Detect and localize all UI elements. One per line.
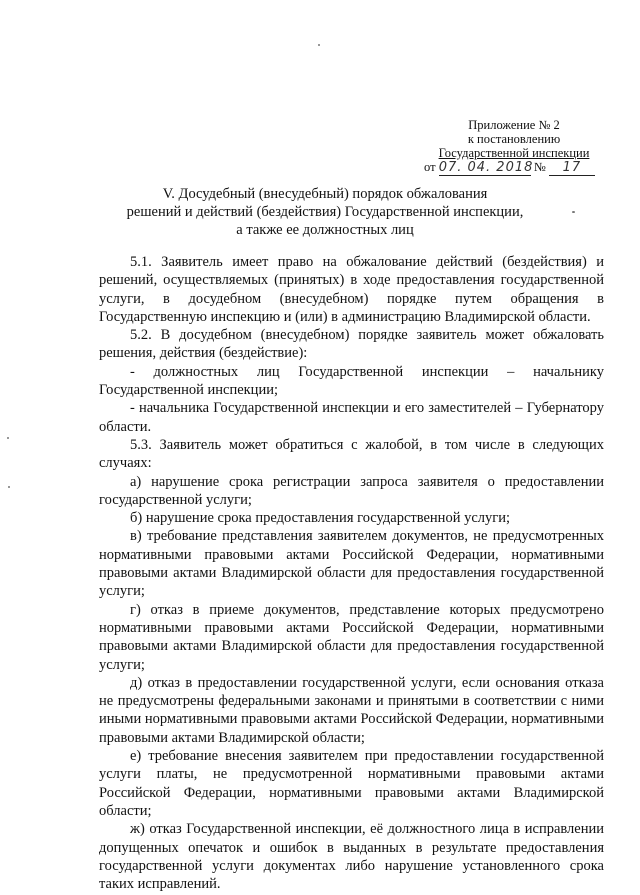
scan-speck xyxy=(318,44,320,46)
number-field xyxy=(549,160,595,176)
annex-subtitle: к постановлению xyxy=(467,132,561,146)
section-heading xyxy=(90,185,560,239)
scan-speck xyxy=(572,211,575,213)
list-item-d: д) отказ в предоставлении государственной услуги, если основания отказа не предусмотрены федеральными законами и принятыми в соответствии с ними иными нормативными правовыми актами Российской Федерации, нормативными правовыми актами Владимирской области; xyxy=(99,674,604,746)
date-field xyxy=(438,160,534,176)
annex-date-line xyxy=(424,160,604,176)
heading-line-2: решений и действий (бездействия) Государственной инспекции, xyxy=(126,204,524,220)
annex-block xyxy=(424,118,604,176)
annex-issuer: Государственной инспекции xyxy=(438,146,590,160)
number-value: 17 xyxy=(562,160,582,175)
paragraph-5-1: 5.1. Заявитель имеет право на обжалование действий (бездействия) и решений, осуществляемых (принятых) в ходе предоставления государственной услуги, в досудебном (внесудебном) порядке путем обращения в Государственную инспекцию и (или) в администрацию Владимирской области. xyxy=(99,254,604,325)
paragraph-head: - начальника Государственной инспекции и его заместителей – Губернатору области. xyxy=(99,400,604,435)
scan-speck xyxy=(7,437,9,439)
scan-speck xyxy=(8,486,10,488)
list-item-a: а) нарушение срока регистрации запроса заявителя о предоставлении государственной услуги; xyxy=(99,473,604,508)
list-item-zh: ж) отказ Государственной инспекции, её должностного лица в исправлении допущенных опечаток и ошибок в выданных в результате предоставления государственной услуги документах либо нарушение установленного срока таких исправлений. xyxy=(99,821,604,893)
date-prefix: от xyxy=(424,160,436,174)
list-item-e: е) требование внесения заявителем при предоставлении государственной услуги платы, не предусмотренной нормативными правовыми актами Российской Федерации, нормативными правовыми актами Владимирской области; xyxy=(99,748,604,819)
list-item-g: г) отказ в приеме документов, представление которых предусмотрено нормативными правовыми актами Российской Федерации, нормативными правовыми актами Владимирской области для предоставления государственной услуги; xyxy=(99,601,604,673)
paragraph-5-2: 5.2. В досудебном (внесудебном) порядке заявитель может обжаловать решения, действия (бездействие): xyxy=(99,327,604,362)
date-value: 07. 04. 2018 xyxy=(438,160,534,175)
list-item-v: в) требование представления заявителем документов, не предусмотренных нормативными правовыми актами Российской Федерации, нормативными правовыми актами Владимирской области для предоставления государственной услуги; xyxy=(99,528,604,600)
heading-line-3: а также ее должностных лиц xyxy=(236,222,414,238)
list-item-b: б) нарушение срока предоставления государственной услуги; xyxy=(130,510,510,527)
document-body xyxy=(99,253,604,893)
number-prefix: № xyxy=(533,160,546,174)
annex-title: Приложение № 2 xyxy=(468,118,560,132)
heading-line-1: V. Досудебный (внесудебный) порядок обжалования xyxy=(162,186,488,202)
paragraph-5-3: 5.3. Заявитель может обратиться с жалобой, в том числе в следующих случаях: xyxy=(99,436,604,472)
paragraph-officials: - должностных лиц Государственной инспекции – начальнику Государственной инспекции; xyxy=(99,363,604,399)
